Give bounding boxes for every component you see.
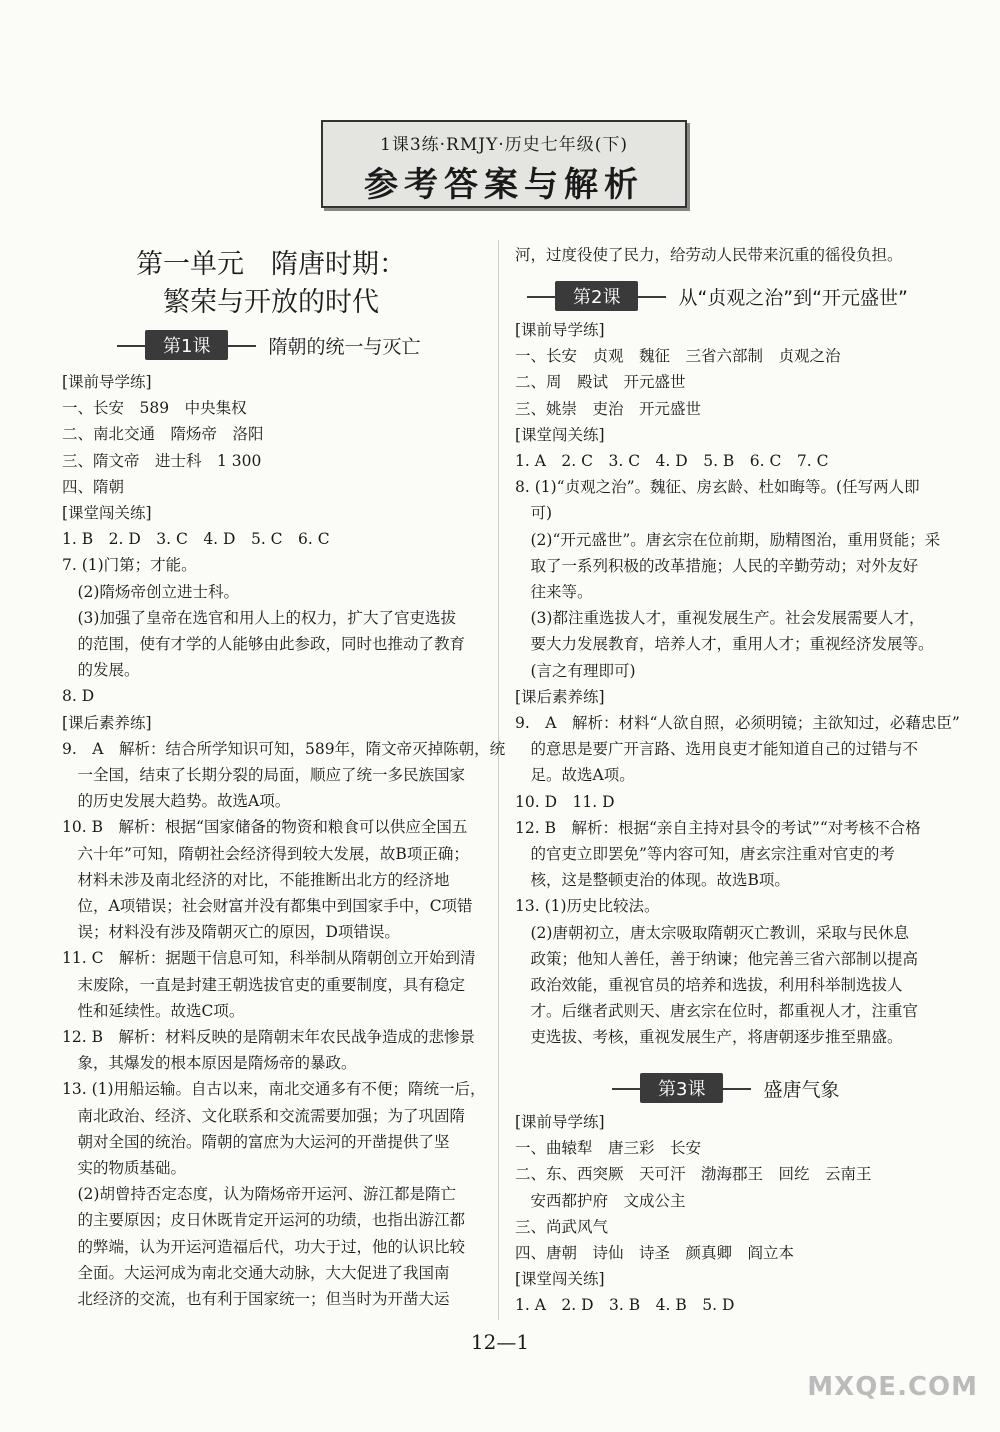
text-line: 9. A 解析：材料“人欲自照，必须明镜；主欲知过，必藉忠臣”: [515, 714, 960, 732]
text-line: [课前导学练]: [515, 1113, 605, 1131]
text-line: 政策；他知人善任，善于纳谏；他完善三省六部制以提高: [515, 949, 919, 968]
text-line: 吏选拔、考核，重视发展生产，将唐朝逐步推至鼎盛。: [515, 1028, 903, 1047]
text-line: (2)隋炀帝创立进士科。: [62, 582, 239, 601]
text-line: 13. (1)历史比较法。: [515, 897, 660, 916]
text-line: (3)加强了皇帝在选官和用人上的权力，扩大了官吏选拔: [62, 608, 456, 627]
text-line: 位，A项错误；社会财富并没有都集中到国家手中，C项错: [62, 897, 473, 915]
text-line: 10. D 11. D: [515, 792, 615, 811]
lesson-heading-1: [145, 330, 420, 360]
text-line: 二、南北交通 隋炀帝 洛阳: [62, 425, 264, 444]
text-line: [课堂闯关练]: [515, 1270, 605, 1289]
lesson-tag: 第3课: [640, 1073, 723, 1103]
text-line: 安西都护府 文成公主: [515, 1191, 686, 1210]
text-line: [课堂闯关练]: [62, 504, 152, 522]
text-line: 一、长安 贞观 魏征 三省六部制 贞观之治: [515, 347, 841, 366]
text-line: 的历史发展大趋势。故选A项。: [62, 792, 291, 811]
text-line: 的弊端，认为开运河造福后代，功大于过，他的认识比较: [62, 1237, 466, 1256]
text-line: 四、隋朝: [62, 477, 125, 496]
text-line: 全面。大运河成为南北交通大动脉，大大促进了我国南: [62, 1263, 450, 1282]
column-divider: [498, 240, 499, 1320]
text-line: 1. B 2. D 3. C 4. D 5. C 6. C: [62, 530, 330, 549]
text-line: [课前导学练]: [62, 373, 152, 391]
watermark: MXQE.COM: [807, 1372, 978, 1402]
lesson-heading-3: [640, 1073, 839, 1103]
text-line: 的范围，使有才学的人能够由此参政，同时也推动了教育: [62, 635, 466, 653]
text-line: 一、长安 589 中央集权: [62, 399, 247, 418]
text-line: 10. B 解析：根据“国家储备的物资和粮食可以供应全国五: [62, 818, 468, 837]
text-line: 四、唐朝 诗仙 诗圣 颜真卿 阎立本: [515, 1244, 795, 1262]
header-subtitle: 1课3练·RMJY·历史七年级(下): [380, 135, 628, 155]
text-line: (2)胡曾持否定态度，认为隋炀帝开运河、游江都是隋亡: [62, 1185, 456, 1204]
text-line: [课后素养练]: [515, 687, 605, 706]
text-line: 河，过度役使了民力，给劳动人民带来沉重的徭役负担。: [515, 246, 903, 264]
header-box: [321, 120, 687, 208]
text-line: 取了一系列积极的改革措施；人民的辛勤劳动；对外友好: [515, 556, 919, 575]
lesson-tag: 第2课: [555, 281, 638, 311]
text-line: 误；材料没有涉及隋朝灭亡的原因，D项错误。: [62, 923, 400, 942]
text-line: 12. B 解析：材料反映的是隋朝末年农民战争造成的悲惨景: [62, 1028, 475, 1046]
text-line: 的官吏立即罢免”等内容可知，唐玄宗注重对官吏的考: [515, 845, 895, 863]
text-line: 北经济的交流，也有利于国家统一；但当时为开凿大运: [62, 1290, 450, 1308]
lesson-title: 从“贞观之治”到“开元盛世”: [678, 286, 908, 309]
text-line: 六十年”可知，隋朝社会经济得到较大发展，故B项正确；: [62, 844, 469, 863]
text-line: (2)唐朝初立，唐太宗吸取隋朝灭亡教训，采取与民休息: [515, 923, 909, 942]
text-line: 足。故选A项。: [515, 766, 635, 785]
text-line: 性和延续性。故选C项。: [62, 1001, 245, 1020]
text-line: 的发展。: [62, 661, 140, 680]
text-line: 一、曲辕犁 唐三彩 长安: [515, 1139, 702, 1158]
unit-title-line-2: 繁荣与开放的时代: [163, 287, 379, 318]
text-line: 才。后继者武则天、唐玄宗在位时，都重视人才，注重官: [515, 1002, 919, 1021]
text-line: 8. D: [62, 687, 95, 706]
text-line: 的意思是要广开言路、选用良吏才能知道自己的过错与不: [515, 740, 919, 759]
text-line: 政治效能，重视官员的培养和选拔，利用科举制选拔人: [515, 976, 903, 994]
header-title: 参考答案与解析: [364, 165, 644, 205]
text-line: 三、隋文帝 进士科 1 300: [62, 451, 262, 470]
text-line: 三、姚崇 吏治 开元盛世: [515, 399, 702, 418]
text-line: [课堂闯关练]: [515, 425, 605, 444]
text-line: 南北政治、经济、文化联系和交流需要加强；为了巩固隋: [62, 1106, 466, 1125]
lesson-title: 隋朝的统一与灭亡: [268, 335, 421, 358]
text-line: 1. A 2. D 3. B 4. B 5. D: [515, 1296, 735, 1315]
text-line: (2)“开元盛世”。唐玄宗在位前期，励精图治，重用贤能；采: [515, 530, 941, 549]
text-line: (3)都注重选拔人才，重视发展生产。社会发展需要人才，: [515, 609, 925, 628]
unit-title: [62, 246, 480, 322]
text-line: 可): [515, 504, 553, 523]
text-line: (言之有理即可): [515, 661, 636, 680]
text-line: 朝对全国的统治。隋朝的富庶为大运河的开凿提供了坚: [62, 1132, 450, 1151]
text-line: 9. A 解析：结合所学知识可知，589年，隋文帝灭掉陈朝，统: [62, 739, 506, 758]
text-line: 8. (1)“贞观之治”。魏征、房玄龄、杜如晦等。(任写两人即: [515, 478, 920, 497]
lesson-title: 盛唐气象: [763, 1078, 840, 1101]
text-line: 材料未涉及南北经济的对比，不能推断出北方的经济地: [62, 870, 450, 889]
text-line: 二、东、西突厥 天可汗 渤海郡王 回纥 云南王: [515, 1165, 872, 1184]
text-line: 实的物质基础。: [62, 1159, 187, 1177]
text-line: 11. C 解析：据题干信息可知，科举制从隋朝创立开始到清: [62, 949, 476, 968]
text-line: 核，这是整顿吏治的体现。故选B项。: [515, 871, 790, 890]
text-line: [课前导学练]: [515, 321, 605, 339]
text-line: 7. (1)门第；才能。: [62, 556, 197, 575]
text-line: 三、尚武风气: [515, 1217, 609, 1236]
text-line: [课后素养练]: [62, 713, 152, 732]
text-line: 末废除，一直是封建王朝选拔官吏的重要制度，具有稳定: [62, 975, 466, 994]
text-line: 往来等。: [515, 583, 593, 601]
lesson-heading-2: [555, 281, 908, 311]
text-line: 二、周 殿试 开元盛世: [515, 373, 686, 392]
text-line: 一全国，结束了长期分裂的局面，顺应了统一多民族国家: [62, 766, 466, 784]
text-line: 1. A 2. C 3. C 4. D 5. B 6. C 7. C: [515, 452, 829, 470]
text-line: 12. B 解析：根据“亲自主持对县令的考试”“对考核不合格: [515, 818, 921, 837]
page-number: 12—1: [470, 1330, 530, 1354]
text-line: 要大力发展教育，培养人才，重用人才；重视经济发展等。: [515, 635, 934, 654]
lesson-tag: 第1课: [145, 330, 228, 360]
text-line: 的主要原因；皮日休既肯定开运河的功绩，也指出游江都: [62, 1211, 466, 1230]
text-line: 13. (1)用船运输。自古以来，南北交通多有不便；隋统一后，: [62, 1080, 486, 1099]
unit-title-line-1: 第一单元 隋唐时期：: [136, 249, 406, 280]
text-line: 象，其爆发的根本原因是隋炀帝的暴政。: [62, 1054, 357, 1073]
